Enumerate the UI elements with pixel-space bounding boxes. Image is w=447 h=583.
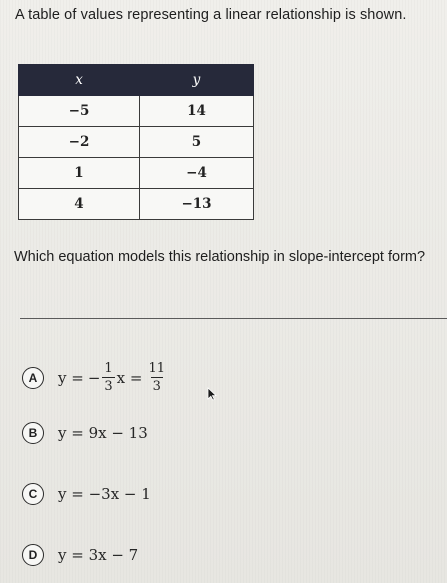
table-row: [19, 127, 254, 158]
choice-c[interactable]: [22, 483, 151, 505]
table-row: [19, 189, 254, 220]
choice-d[interactable]: [22, 544, 138, 566]
x-cell: −2: [19, 127, 140, 158]
choice-c-badge[interactable]: C: [22, 483, 44, 505]
y-cell: −4: [140, 158, 254, 189]
choice-a-lhs: y =: [58, 368, 84, 387]
prompt-text: A table of values representing a linear relationship is shown.: [15, 7, 407, 23]
choice-d-equation: y = 3x − 7: [58, 546, 139, 564]
y-cell: 14: [140, 96, 254, 127]
choice-b[interactable]: [22, 422, 148, 444]
choice-a-sign: −: [87, 368, 101, 387]
choice-b-equation: y = 9x − 13: [58, 424, 148, 442]
choice-a-fraction-1-numerator: 1: [104, 361, 113, 376]
choice-c-equation: y = −3x − 1: [58, 485, 151, 503]
y-column-header: y: [140, 65, 254, 96]
y-cell: 5: [140, 127, 254, 158]
y-cell: −13: [140, 189, 254, 220]
choice-a-mid: x =: [116, 368, 143, 387]
choice-a-badge[interactable]: A: [22, 367, 44, 389]
choice-a-fraction-1-denominator: 3: [104, 379, 113, 394]
choice-a-fraction-2-numerator: 11: [148, 361, 166, 376]
x-cell: −5: [19, 96, 140, 127]
table-row: [19, 96, 254, 127]
choice-a-fraction-2-denominator: 3: [152, 379, 161, 394]
cursor-icon: [207, 387, 217, 401]
x-cell: 4: [19, 189, 140, 220]
x-cell: 1: [19, 158, 140, 189]
choice-a[interactable]: [22, 362, 169, 393]
values-table: [18, 64, 254, 220]
table-header-row: [19, 65, 254, 96]
choice-a-fraction-1: [102, 362, 114, 393]
choice-b-badge[interactable]: B: [22, 422, 44, 444]
choice-d-badge[interactable]: D: [22, 544, 44, 566]
choice-a-equation: [58, 362, 169, 393]
question-text: Which equation models this relationship in slope-intercept form?: [14, 249, 426, 265]
table-row: [19, 158, 254, 189]
divider: [20, 318, 447, 319]
x-column-header: x: [19, 65, 140, 96]
choice-a-fraction-2: [146, 362, 167, 393]
